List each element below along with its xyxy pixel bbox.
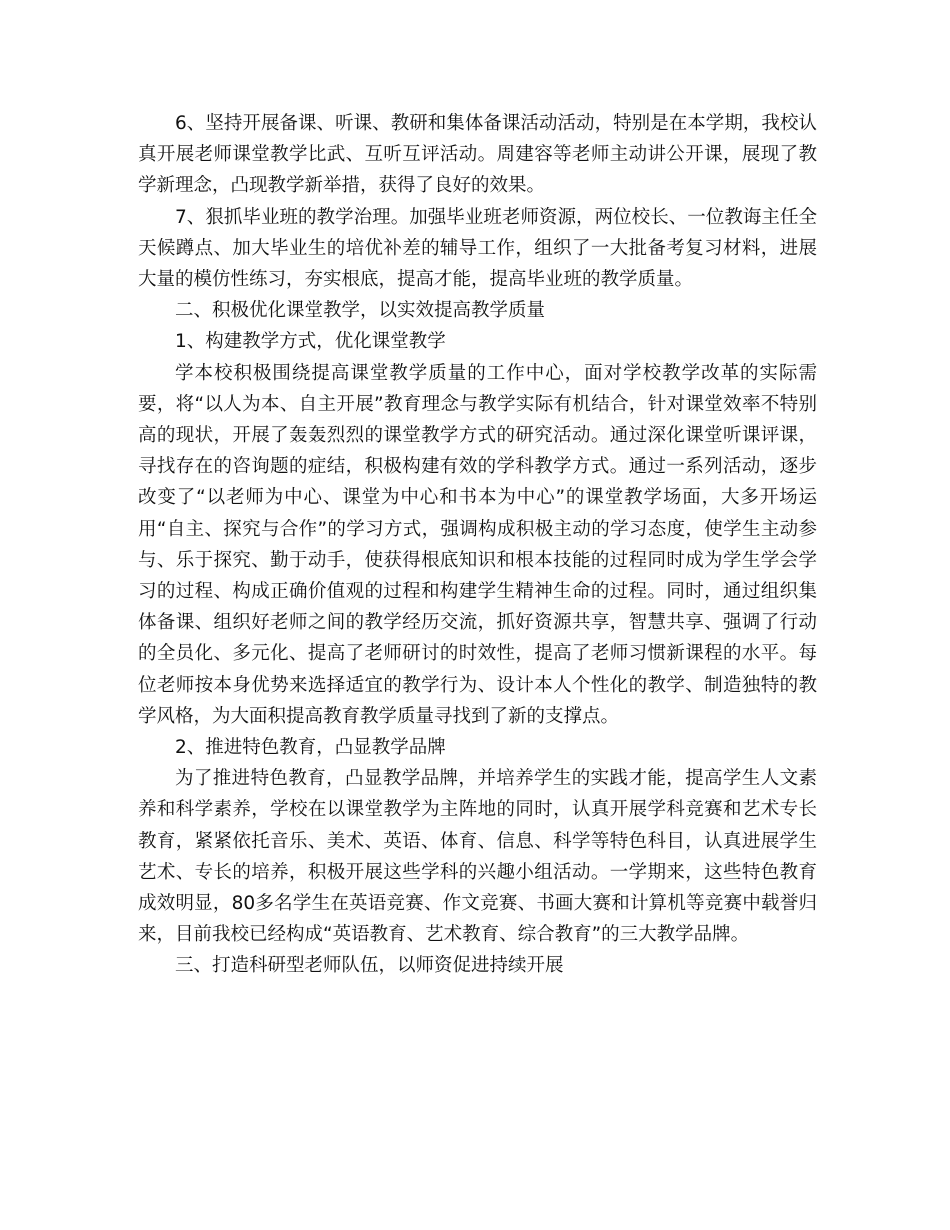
subheading-2-2: 2、推进特色教育，凸显教学品牌 [175, 737, 446, 759]
paragraph-teaching-method: 学本校积极围绕提高课堂教学质量的工作中心，面对学校教学改革的实际需要，将“以人为本、自主开展”教育理念与教学实际有机结合，针对课堂效率不特别高的现状，开展了轰轰烈烈的课堂教学方式的研究活动。通过深化课堂听课评课，寻找存在的咨询题的症结，积极构建有效的学科教学方式。通过一系列活动，逐步改变了“以老师为中心、课堂为中心和书本为中心”的课堂教学场面，大多开场运用“自主、探究与合作”的学习方式，强调构成积极主动的学习态度，使学生主动参与、乐于探究、勤于动手，使获得根底知识和根本技能的过程同时成为学生学会学习的过程、构成正确价值观的过程和构建学生精神生命的过程。同时，通过组织集体备课、组织好老师之间的教学经历交流，抓好资源共享，智慧共享、强调了行动的全员化、多元化、提高了老师研讨的时效性，提高了老师习惯新课程的水平。每位老师按本身优势来选择适宜的教学行为、设计本人个性化的教学、制造独特的教学风格，为大面积提高教育教学质量寻找到了新的支撑点。 [138, 362, 817, 727]
paragraph-item-7: 7、狠抓毕业班的教学治理。加强毕业班老师资源，两位校长、一位教诲主任全天候蹲点、加大毕业生的培优补差的辅导工作，组织了一大批备考复习材料，进展大量的模仿性练习，夯实根底，提高才能，提高毕业班的教学质量。 [138, 206, 817, 291]
paragraph-item-6: 6、坚持开展备课、听课、教研和集体备课活动活动，特别是在本学期，我校认真开展老师课堂教学比武、互听互评活动。周建容等老师主动讲公开课，展现了教学新理念，凸现教学新举措，获得了良好的效果。 [138, 113, 817, 197]
paragraph-featured-education: 为了推进特色教育，凸显教学品牌，并培养学生的实践才能，提高学生人文素养和科学素养，学校在以课堂教学为主阵地的同时，认真开展学科竞赛和艺术专长教育，紧紧依托音乐、美术、英语、体育、信息、科学等特色科目，认真进展学生艺术、专长的培养，积极开展这些学科的兴趣小组活动。一学期来，这些特色教育成效明显，80多名学生在英语竞赛、作文竞赛、书画大赛和计算机等竞赛中载誉归来，目前我校已经构成“英语教育、艺术教育、综合教育”的三大教学品牌。 [138, 768, 817, 946]
subheading-2-1: 1、构建教学方式，优化课堂教学 [175, 331, 446, 353]
section-heading-2: 二、积极优化课堂教学，以实效提高教学质量 [175, 300, 546, 322]
section-heading-3: 三、打造科研型老师队伍，以师资促进持续开展 [175, 955, 564, 977]
